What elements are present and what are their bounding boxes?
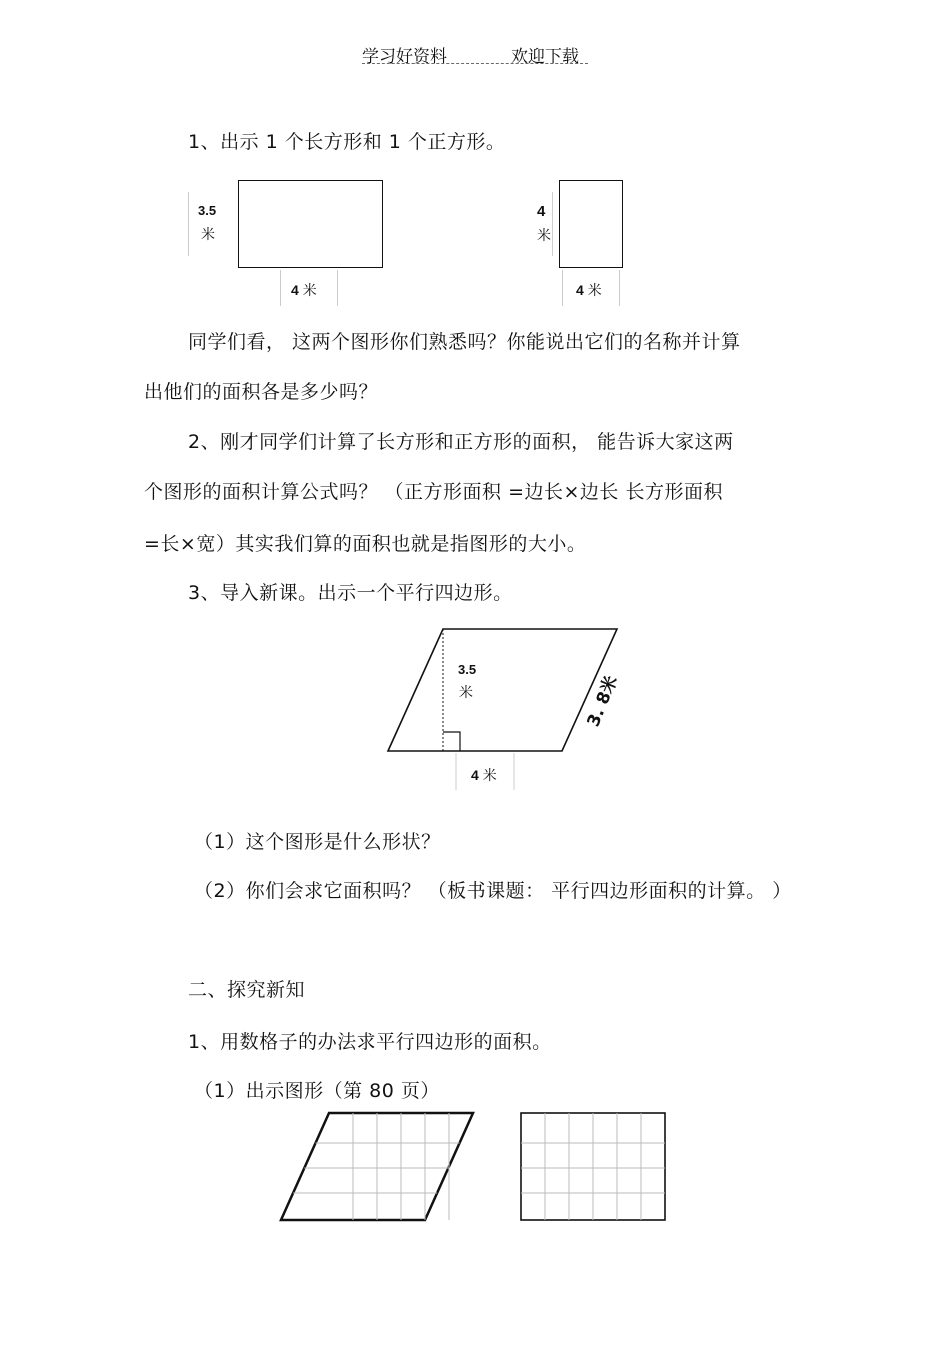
text-line-1: 1、出示 1 个长方形和 1 个正方形。 xyxy=(188,131,506,153)
para-side-label: 3. 8米 xyxy=(583,673,623,730)
text-line-3: 出他们的面积各是多少吗？ xyxy=(144,381,379,403)
text-line-6: =长×宽）其实我们算的面积也就是指图形的大小。 xyxy=(144,533,587,555)
grid-figures xyxy=(275,1108,675,1228)
para-height-number: 3.5 xyxy=(458,662,477,677)
text-line-4: 2、刚才同学们计算了长方形和正方形的面积， 能告诉大家这两 xyxy=(188,431,734,453)
rect-base-box-left xyxy=(280,270,281,306)
square-height-box-right xyxy=(552,192,553,256)
text-line-8: （1）这个图形是什么形状？ xyxy=(194,831,441,853)
square-height-number: 4 xyxy=(537,203,546,220)
para-base-label: 4 米 xyxy=(471,767,497,783)
text-line-9: （2）你们会求它面积吗？ （板书课题： 平行四边形面积的计算。 ） xyxy=(194,880,792,902)
text-line-11: 1、用数格子的办法求平行四边形的面积。 xyxy=(188,1031,552,1053)
rectangle-figure xyxy=(238,180,383,268)
rect-base-label: 4 米 xyxy=(291,282,317,298)
text-line-5: 个图形的面积计算公式吗？ （正方形面积 =边长×边长 长方形面积 xyxy=(144,481,723,503)
rect-height-number: 3.5 xyxy=(198,203,217,218)
header-left: 学习好资料 xyxy=(362,47,447,67)
rect-base-box-right xyxy=(337,270,338,306)
rect-height-unit: 米 xyxy=(201,227,215,243)
square-height-unit: 米 xyxy=(537,228,551,244)
square-figure xyxy=(559,180,623,268)
para-height-unit: 米 xyxy=(459,685,473,701)
header-underline xyxy=(362,63,588,64)
rect-height-box-left xyxy=(188,192,189,256)
text-line-7: 3、导入新课。出示一个平行四边形。 xyxy=(188,582,513,604)
header-right: 欢迎下载 xyxy=(511,47,579,67)
square-base-box-right xyxy=(619,270,620,306)
square-base-box-left xyxy=(562,270,563,306)
square-base-label: 4 米 xyxy=(576,282,602,298)
text-line-12: （1）出示图形（第 80 页） xyxy=(194,1080,440,1102)
text-line-2: 同学们看， 这两个图形你们熟悉吗？你能说出它们的名称并计算 xyxy=(188,331,741,353)
section-heading: 二、探究新知 xyxy=(188,979,306,1001)
